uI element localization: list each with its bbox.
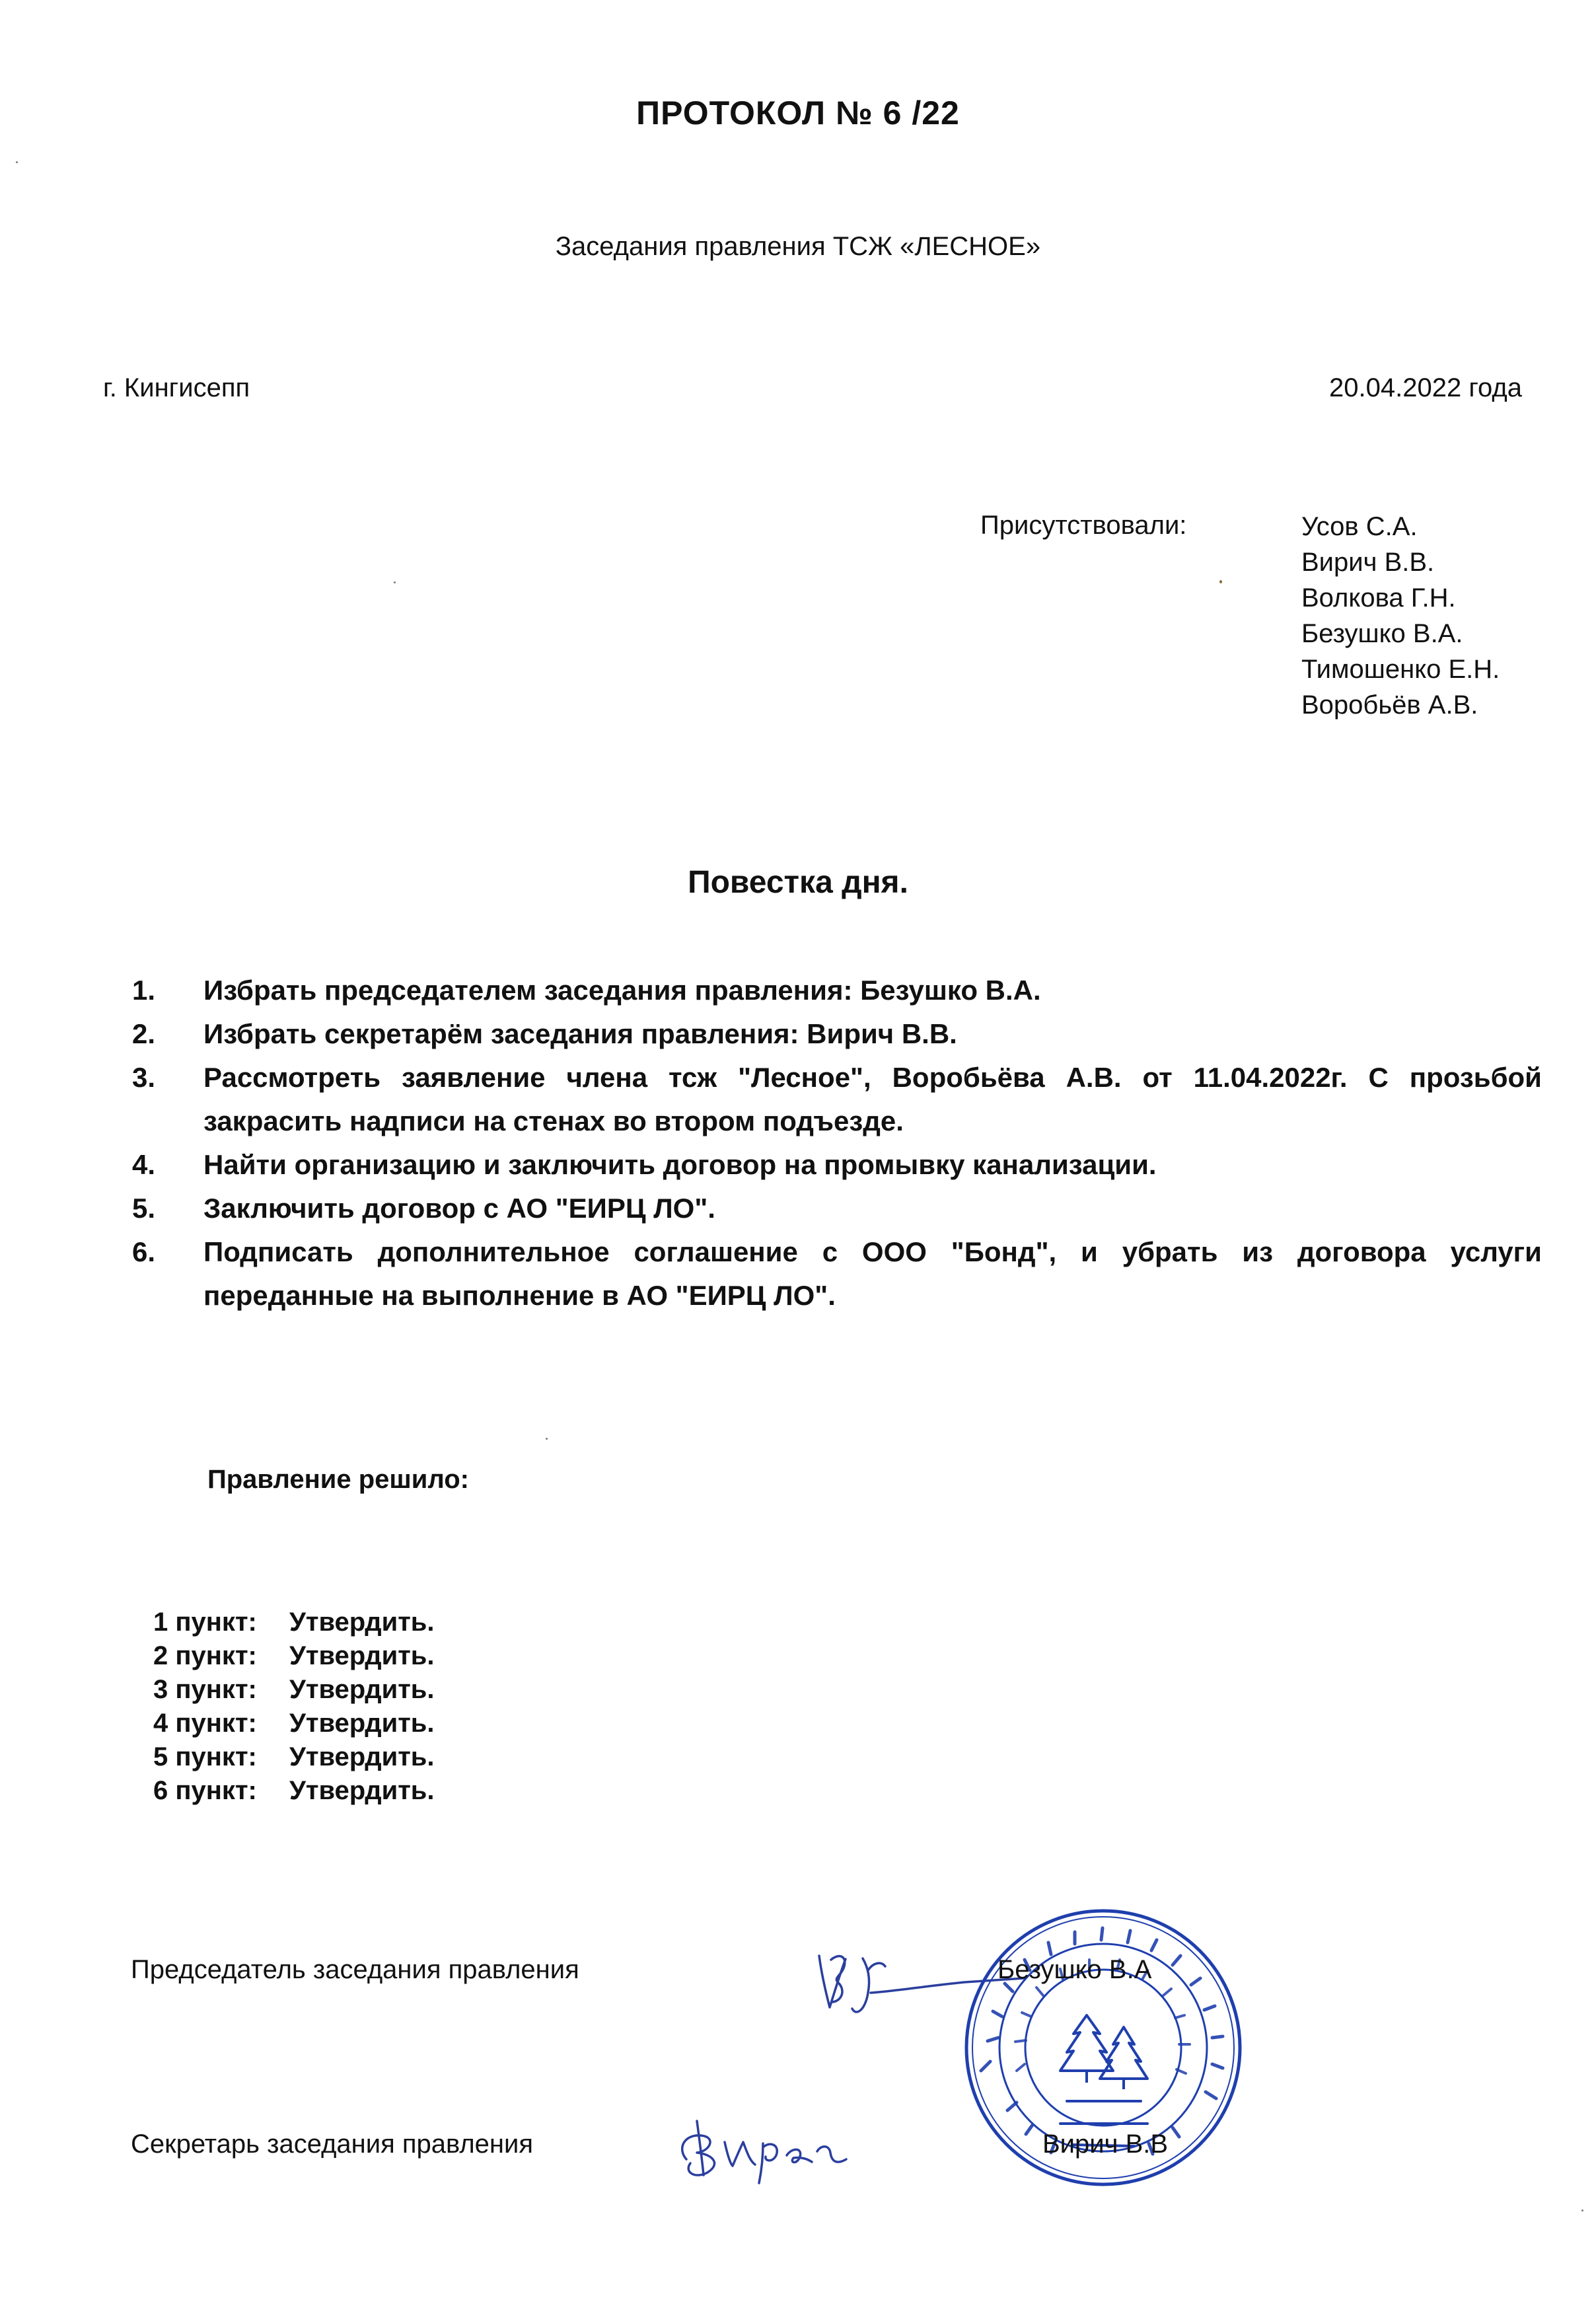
meeting-date: 20.04.2022 года [1329, 373, 1522, 402]
decision-point: 4 пункт: [153, 1709, 257, 1738]
agenda-item [132, 1143, 1542, 1187]
decision-point: 5 пункт: [153, 1742, 257, 1771]
decision-item [153, 1774, 435, 1808]
agenda-list [132, 969, 1542, 1318]
agenda-item-text: Найти организацию и заключить договор на промывку канализации. [203, 1149, 1157, 1180]
decision-result: Утвердить. [289, 1742, 435, 1771]
decision-result: Утвердить. [289, 1776, 435, 1805]
agenda-title: Повестка дня. [688, 865, 908, 900]
document-title: ПРОТОКОЛ № 6 /22 [636, 94, 960, 131]
attendee: Безушко В.А. [1301, 619, 1463, 648]
secretary-signature-label: Секретарь заседания правления [131, 2130, 534, 2159]
decision-result: Утвердить. [289, 1608, 435, 1637]
agenda-item-number: 4. [132, 1149, 156, 1180]
attendee: Тимошенко Е.Н. [1301, 655, 1500, 684]
decision-result: Утвердить. [289, 1641, 435, 1670]
attendee: Волкова Г.Н. [1301, 583, 1456, 613]
agenda-item [132, 1012, 1542, 1056]
scan-speck [394, 581, 396, 583]
agenda-item-number: 3. [132, 1062, 156, 1093]
decision-point: 6 пункт: [153, 1776, 257, 1805]
agenda-item-text: Рассмотреть заявление члена тсж "Лесное", Воробьёва А.В. от 11.04.2022г. С прозьбой закрасить надписи на стенах во втором подъезде. [203, 1062, 1542, 1136]
attendee-list [1301, 509, 1500, 723]
agenda-item-text: Подписать дополнительное соглашение с ООО "Бонд", и убрать из договора услуги переданные на выполнение в АО "ЕИРЦ ЛО". [203, 1236, 1542, 1311]
chair-name: Безушко В.А [998, 1955, 1152, 1984]
scan-speck [1219, 580, 1222, 583]
agenda-item [132, 1187, 1542, 1230]
decision-item [153, 1673, 435, 1707]
agenda-item [132, 1230, 1542, 1318]
decision-item [153, 1606, 435, 1639]
attendee: Вирич В.В. [1301, 548, 1435, 577]
agenda-item-number: 1. [132, 975, 156, 1006]
scan-speck [1581, 2209, 1583, 2211]
scan-speck [546, 1438, 548, 1440]
attendee: Усов С.А. [1301, 512, 1418, 541]
decision-heading: Правление решило: [207, 1465, 469, 1494]
decision-item [153, 1707, 435, 1740]
chair-signature-label: Председатель заседания правления [131, 1955, 579, 1984]
decision-point: 3 пункт: [153, 1675, 257, 1704]
decision-result: Утвердить. [289, 1675, 435, 1704]
secretary-name: Вирич В.В [1042, 2130, 1169, 2159]
decision-point: 1 пункт: [153, 1608, 257, 1637]
decision-item [153, 1639, 435, 1673]
attendance-label: Присутствовали: [980, 511, 1187, 540]
scan-speck [16, 161, 18, 163]
agenda-item [132, 1056, 1542, 1143]
secretary-signature [664, 2101, 862, 2187]
agenda-item-text: Заключить договор с АО "ЕИРЦ ЛО". [203, 1193, 715, 1224]
decision-result: Утвердить. [289, 1709, 435, 1738]
decision-item [153, 1740, 435, 1774]
agenda-item [132, 969, 1542, 1012]
agenda-item-text: Избрать секретарём заседания правления: Вирич В.В. [203, 1018, 957, 1049]
agenda-item-number: 6. [132, 1236, 156, 1267]
agenda-item-text: Избрать председателем заседания правления: Безушко В.А. [203, 975, 1041, 1006]
agenda-item-number: 2. [132, 1018, 156, 1049]
document-subtitle: Заседания правления ТСЖ «ЛЕСНОЕ» [555, 232, 1041, 261]
attendee: Воробьёв А.В. [1301, 690, 1478, 720]
decision-list [153, 1606, 435, 1808]
city: г. Кингисепп [103, 373, 250, 402]
decision-point: 2 пункт: [153, 1641, 257, 1670]
agenda-item-number: 5. [132, 1193, 156, 1224]
